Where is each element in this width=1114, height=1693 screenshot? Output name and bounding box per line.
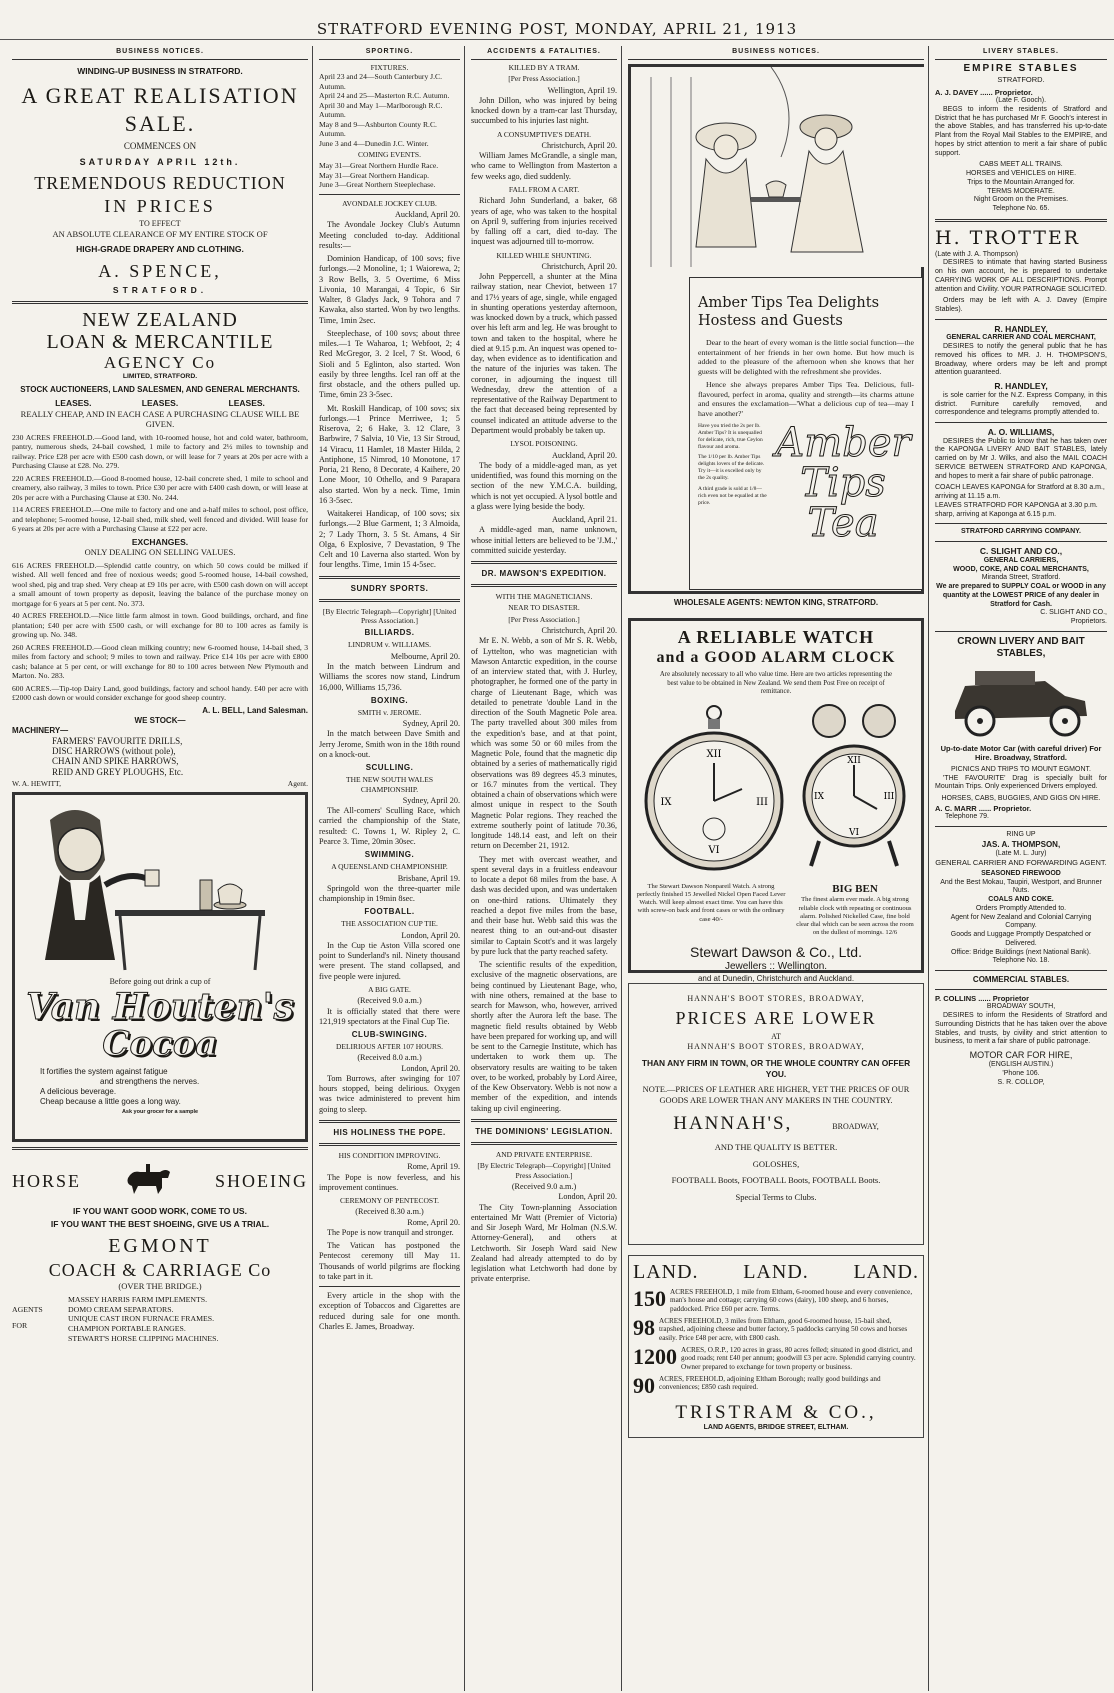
sale-date: SATURDAY APRIL 12th. (79, 156, 241, 167)
really-cheap-text: REALLY CHEAP, AND IN EACH CASE A PURCHASING CLAUSE WILL BE GIVEN. (20, 408, 300, 430)
agent-item: DOMO CREAM SEPARATORS. (68, 1304, 174, 1314)
machinery-heading: MACHINERY— (12, 725, 69, 735)
legislation-heading: THE DOMINIONS' LEGISLATION. (475, 1126, 613, 1136)
article-paragraph: Steeplechase, of 100 sovs; about three miles.—1 Te Waharoa, 1; Webfoot, 2; 4 Red McGregor, 3. 2 Icel, 7 St. Wood, 6 Sioli and 5 Eglinton, also started. Won easily by three lengths. Icel ran off at the first obstacle, and the others pulled up. Time, 6min 23 3-5sec. (319, 328, 460, 400)
football-heading: FOOTBALL. (364, 907, 415, 917)
magnetic-heading: WITH THE MAGNETICIANS. (495, 592, 593, 601)
machinery-item: REID AND GREY PLOUGHS, Etc. (52, 766, 184, 777)
tram-heading: KILLED BY A TRAM. (508, 62, 580, 72)
svg-text:IX: IX (813, 791, 824, 802)
land-heading (633, 1260, 919, 1285)
van-houten-ad (12, 792, 308, 1142)
nzlm-limited: LIMITED, STRATFORD. (122, 373, 198, 381)
hannahs-ad (628, 983, 924, 1245)
listing-item: 260 ACRES FREEHOLD.—Good clean milking country; new 6-roomed house, 14-bail shed, 3 miles from factory and school; 9 miles to town and railway. Price £14 10s per acre with £800 cash; balance at 5 per cent, or will exchange for 80 to 100 acres between New Plymouth and Marton. No. 283. (12, 642, 308, 681)
goloshes-text: GOLOSHES, (752, 1158, 800, 1169)
column-sporting (315, 46, 465, 1691)
land-listing (633, 1372, 919, 1398)
big-gate-heading: A BIG GATE. (368, 984, 411, 994)
amber-tips-ad (628, 64, 924, 594)
leather-note: NOTE.—PRICES OF LEATHER ARE HIGHER, YET THE PRICES OF OUR GOODS ARE LOWER THAN ANY MAKERS IN THE COUNTRY. (642, 1085, 910, 1105)
consumptive-heading: A CONSUMPTIVE'S DEATH. (496, 129, 592, 139)
tristram-heading: TRISTRAM & CO., (675, 1401, 877, 1423)
article-paragraph: In the match between Lindrum and Williams the scores now stand, Lindrum 16,000, Williams 15,736. (319, 662, 460, 692)
billiards-heading: BILLIARDS. (364, 628, 415, 638)
night-text: Night Groom on the Premises. (973, 196, 1069, 204)
trotter-text: DESIRES to intimate that having started Business on his own account, he is prepared to undertake CARRYING WORK OF ALL DESCRIPTIONS. Prompt attention and Civility. YOUR PATRONAGE SOLICITED. (935, 259, 1107, 293)
land-description: ACRES FREEHOLD, 3 miles from Eltham, good 6-roomed house, 15-bail shed, trapshed, adjoining cheese and butter factory, 5 paddocks carrying 50 cows and horses easily. Price £48 per acre, with £800 cash. (659, 1316, 908, 1342)
handley-text-2: is sole carrier for the N.Z. Express Company, in this district. Furniture carefully removed, and correspondence and telegrams promptly attended to. (935, 391, 1107, 417)
horse-word: HORSE (12, 1171, 82, 1192)
watch-text: The Stewart Dawson Nonpareil Watch. A strong perfectly finished 15 Jewelled Nickel Open Faced Lever Watch. Will keep almost exact time. You can have this with screw-on back and front cases or with the ordinary case 40/- (636, 882, 786, 923)
only-dealing-text: ONLY DEALING ON SELLING VALUES. (84, 547, 236, 558)
telephone-text: Telephone No. 65. (992, 205, 1050, 212)
land-description: ACRES, O.R.P., 120 acres in grass, 80 acres felled; situated in good district, and good roads; rent £40 per annum; goodwill £3 per acre. Splendid carrying country. Owner prepared to exchange for town property or business. (681, 1345, 916, 1371)
davey-proprietor: A. J. DAVEY ...... Proprietor. (935, 87, 1033, 97)
leases-heading: LEASES. LEASES. LEASES. (55, 397, 265, 408)
nzlm-line-3: AGENCY Co (103, 353, 217, 373)
dateline: London, April 20. (401, 930, 460, 940)
svg-text:III: III (755, 796, 768, 808)
watch-heading-1: A RELIABLE WATCH (677, 626, 875, 647)
supply-text: We are prepared to SUPPLY COAL or WOOD in any quantity at the LOWEST PRICE of any dealer in Stratford for Cash. (936, 583, 1106, 608)
winding-up-heading: WINDING-UP BUSINESS IN STRATFORD. (77, 65, 243, 76)
tremendous-heading: TREMENDOUS REDUCTION (34, 172, 286, 193)
vh-before-text: Before going out drink a cup of (109, 977, 211, 987)
article-paragraph: The scientific results of the expedition, exclusive of the magnetic observations, are being continued by Lieutenant Bage, who, with nine others, remained at the base to search for Mawson, who, however, arrived shortly after the Aurora left the base. The magnetic field results obtained by Webb have been prepared for working up, and will be sent to the Carnegie Institute, which has undertaken to work them up. The observatory results are waiting to be taken over, to be worked, probably by Lord Airee, of the Kew Observatory. Webb is not now a member of the expedition, and intends taking up civil engineering. (471, 960, 617, 1113)
spence-name: A. SPENCE, (98, 260, 222, 281)
svg-text:XII: XII (705, 748, 722, 760)
article-paragraph: William James McGrandle, a single man, who came to Wellington from Masterton a few weeks ago, died suddenly. (471, 151, 617, 181)
coals-text: COALS AND COKE. (988, 896, 1054, 903)
machinery-item: CHAIN AND SPIKE HARROWS, (52, 756, 179, 767)
land-acres: 1200 (633, 1343, 677, 1369)
telephone-text: Telephone 79. (945, 813, 989, 821)
listing-item: 600 ACRES.—Tip-top Dairy Land, good buildings, factory and school handy. £40 per acre with £2000 cash down or would consider exchange for good sheep country. (12, 683, 308, 703)
shoeing-word: SHOEING (214, 1171, 308, 1192)
article-paragraph: Richard John Sunderland, a baker, 68 years of age, who was taken to the hospital on April 9, suffering from injuries received by falling off a cart, died to-day. The inquest was adjourned till to-morrow. (471, 196, 617, 247)
dateline: Auckland, April 21. (551, 515, 617, 524)
telephone-text: Telephone No. 18. (992, 957, 1050, 965)
article-paragraph: In the Cup tie Aston Villa scored one point to Sunderland's nil. Ninety thousand were present. The stand collapsed, and five people were injured. (319, 940, 460, 981)
exchanges-heading: EXCHANGES. (131, 536, 189, 547)
amber-tips-panel (689, 277, 923, 590)
telegraph-credit: [By Electric Telegraph—Copyright] [United Press Association.] (477, 1161, 611, 1180)
slight-heading: C. SLIGHT AND CO., (979, 546, 1063, 557)
wholesale-agents: WHOLESALE AGENTS: NEWTON KING, STRATFORD. (673, 597, 879, 607)
realisation-heading: A GREAT REALISATION SALE. (21, 83, 299, 136)
orders-text: Orders may be left with A. J. Davey (Empire Stables). (935, 297, 1107, 313)
coach-leaves-1: COACH LEAVES KAPONGA for Stratford at 8.30 a.m., arriving at 11.15 a.m. (935, 484, 1105, 501)
land-acres: 98 (633, 1314, 655, 1340)
collins-signature: S. R. COLLOP, (997, 1078, 1045, 1086)
boxing-heading: BOXING. (370, 695, 409, 705)
article-paragraph: A middle-aged man, name unknown, whose initial letters are believed to be 'J.M.,' committed suicide yesterday. (471, 525, 617, 555)
empire-town: STRATFORD. (997, 75, 1045, 85)
received-note: (Received 8.0 a.m.) (357, 1053, 422, 1063)
commercial-heading: COMMERCIAL STABLES. (972, 975, 1070, 984)
best-shoeing-text: IF YOU WANT THE BEST SHOEING, GIVE US A TRIAL. (50, 1219, 270, 1230)
mawson-heading: DR. MAWSON'S EXPEDITION. (481, 569, 607, 578)
office-text: Office: Bridge Buildings (next National Bank). (951, 948, 1091, 956)
big-ben-heading: BIG BEN (832, 882, 878, 895)
horse-shoeing-heading (12, 1164, 308, 1198)
article-paragraph: It is officially stated that there were 121,919 spectators at the Final Cup Tie. (319, 1006, 460, 1026)
prices-lower: PRICES ARE LOWER (675, 1007, 877, 1028)
machinery-item: FARMERS' FAVOURITE DRILLS, (52, 735, 183, 746)
dateline: Christchurch, April 20. (541, 140, 617, 150)
svg-text:XII: XII (846, 755, 861, 766)
amber-small-1: Have you tried the 2s per lb. Amber Tips? It is unequalled for delicate, rich, true Ceylon flavour and aroma. (698, 422, 763, 450)
than-any: THAN ANY FIRM IN TOWN, OR THE WHOLE COUNTRY CAN OFFER YOU. (641, 1058, 911, 1079)
fall-cart-heading: FALL FROM A CART. (508, 184, 580, 194)
alarm-clock-icon (799, 701, 909, 871)
dateline: London, April 20. (558, 1192, 617, 1202)
collins-proprietor: P. COLLINS ...... Proprietor (935, 994, 1030, 1003)
miranda-text: Miranda Street, Stratford. (981, 574, 1061, 582)
hewitt-agent: Agent. (287, 779, 308, 789)
commences-text: COMMENCES ON (123, 141, 197, 152)
agents-label (12, 1295, 60, 1344)
empire-heading: EMPIRE STABLES (963, 62, 1079, 74)
sundry-heading: SUNDRY SPORTS. (350, 583, 429, 593)
land-word: LAND. (853, 1260, 919, 1283)
vh-brand-2: Cocoa (102, 1024, 218, 1065)
vh-cheap: Cheap because a little goes a long way. (40, 1096, 181, 1106)
dateline: Christchurch, April 20. (541, 261, 617, 271)
received-note: (Received 8.30 a.m.) (355, 1207, 424, 1217)
dateline: Wellington, April 19. (547, 85, 617, 95)
stewart-dawson: Stewart Dawson & Co., Ltd. (690, 943, 862, 960)
slight-signature: C. SLIGHT AND CO., (1040, 609, 1107, 617)
shunting-heading: KILLED WHILE SHUNTING. (496, 250, 592, 260)
agents-word: AGENTS (12, 1304, 43, 1314)
vh-brand-1: Van Houten's (26, 986, 294, 1029)
amber-title-1: Amber Tips Tea Delights (698, 294, 880, 311)
article-paragraph: The body of a middle-aged man, as yet unidentified, was found this morning on the section of the new Y.M.C.A. building, which is not yet occupied. A lysol bottle and a glass were lying beside the body. (471, 460, 617, 511)
football-boots-text: FOOTBALL Boots, FOOTBALL Boots, FOOTBALL Boots. (671, 1175, 881, 1186)
fixture-item: April 23 and 24—South Canterbury J.C. Autumn. (319, 72, 442, 91)
coming-item: May 31—Great Northern Handicap. (319, 170, 430, 180)
agent-for-text: Agent for New Zealand and Colonial Carrying Company. (950, 913, 1092, 930)
hannah-mid: HANNAH'S BOOT STORES, BROADWAY, (687, 1042, 865, 1052)
trips-text: Trips to the Mountain Arranged for. (967, 178, 1075, 186)
dateline: London, April 20. (401, 1063, 460, 1073)
article-paragraph: Springold won the three-quarter mile championship in 19min 8sec. (319, 883, 460, 904)
goods-text: Goods and Luggage Promptly Despatched or Delivered. (950, 931, 1092, 947)
coach-carriage-heading: COACH & CARRIAGE Co (48, 1259, 272, 1280)
general-carrier-text: GENERAL CARRIER AND COAL MERCHANT, (946, 334, 1096, 342)
land-acres: 90 (633, 1372, 655, 1398)
amber-small-2: The 1/10 per lb. Amber Tips delights lovers of the delicate. Try it—it is excelled only by the 2s quality. (698, 454, 765, 481)
column-header: BUSINESS NOTICES. (628, 46, 924, 60)
coach-leaves-2: LEAVES STRATFORD FOR KAPONGA at 3.30 p.m. sharp, arriving at Kaponga at 6.15 p.m. (935, 501, 1098, 518)
avondale-heading: AVONDALE JOCKEY CLUB. (342, 198, 437, 208)
press-credit: [Per Press Association.] (508, 614, 580, 624)
machinery-item: DISC HARROWS (without pole), (52, 746, 176, 756)
machinery-list (12, 736, 308, 777)
article-paragraph: Tom Burrows, after swinging for 107 hours stopped, being delirious. Oxygen was twice administered to prevent him going to sleep. (319, 1073, 460, 1114)
article-paragraph: The City Town-planning Association entertained Mr Watt (Premier of Victoria) and Sir Joseph Ward, Mr Holman (N.S.W. Attorney-General), and others at Letchworth. Sir Joseph Ward said New Zealand had already attempted to do by legislation what Letchworth had done by private enterprise. (471, 1202, 617, 1284)
column-livery-stables (931, 46, 1111, 1691)
big-ben-text: The finest alarm ever made. A big strong reliable clock with repeating or continuous alarm. Polished Nickelled Case, fine bold clear dial which can be seen across the room on the dullest of mornings. 12/6 (796, 896, 914, 937)
amber-text-2: Hence she always prepares Amber Tips Tea. Delicious, full-flavoured, perfect in aroma, quality and strength—its charms attune and ensures the exclamation—'What a delicious cup of tea—may I have another?' (698, 379, 914, 419)
favourite-text: 'THE FAVOURITE' Drag is specially built for Mountain Trips. Only experienced Drivers employed. (935, 774, 1107, 791)
spence-town: STRATFORD. (112, 285, 208, 296)
article-paragraph: John Dillon, who was injured by being knocked down by a tram-car last Thursday, succumbed to his injuries last night. (471, 95, 617, 126)
watch-intro: Are absolutely necessary to all who value time. Here are two articles representing the best value to be obtained in New Zealand. We send them Post Free on receipt of remittance. (659, 671, 893, 696)
dateline: Christchurch, April 20. (541, 626, 617, 636)
vh-ask: Ask your grocer for a sample (121, 1108, 199, 1115)
article-paragraph: John Peppercell, a shunter at the Mina railway station, near Cheviot, between 17 and 17½ years of age, single, while engaged in shunting operations yesterday afternoon, was knocked down by a truck, which passed over his left arm and leg. He was brought to town and taken to the hospital, where he died at 9.15 p.m. An inquest was opened to-day, when evidence as to identification and the nature of the injuries was taken. The coroner, in adjourning the inquest till Wednesday, drew the attention of a representative of the Railway Department to the fact that deceased being represented by counsel indicated an attitude adverse to the Department would probably be taken up. (471, 272, 617, 435)
amber-tips-illustration (631, 67, 928, 267)
pocket-watch-icon (644, 701, 784, 881)
listing-item: 616 ACRES FREEHOLD.—Splendid cattle country, on which 50 cows could be milked if wished. All well fenced and free of noxious weeds; good 5-roomed house, 14-bail cowshed, wool shed, pig and trap shed. Very cheap at £9 10s per acre, with £500 cash down on will accept a small amount of town property as deposit, leaving the balance of the purchase money on mortgage for 6 years at 5 per cent. No. 373. (12, 560, 308, 608)
pope-heading: HIS HOLINESS THE POPE. (333, 1127, 446, 1137)
article-paragraph: Mt. Roskill Handicap, of 100 sovs; six furlongs.—1 Prince Merriwee, 1; 5 Riserova, 2; 6 Hake, 3. 12 Clare, 3 Barbwire, 7 Salvia, 10 Vie, 13 Sir Stroud, 14 Viracu, 11 Hamlet, 18 Master Hilda, 2 Antiphone, 15 Nimrod, 10 Monotone, 17 Poria, 21 Reno, 8 Decorate, 4 Kaihere, 20 Lone Moor, 10 Othello, and 9 Parapara also started. Won by a neck. Time, 1min 16 3-5sec. (319, 403, 460, 505)
land-ad (628, 1255, 924, 1438)
sculling-heading: SCULLING. (365, 763, 414, 773)
quality-text: AND THE QUALITY IS BETTER. (714, 1142, 838, 1152)
agent-item: CHAMPION PORTABLE RANGES. (68, 1323, 186, 1333)
thompson-heading: JAS. A. THOMPSON, (981, 839, 1061, 849)
received-note: (Received 9.0 a.m.) (511, 1182, 577, 1191)
late-jury: (Late M. L. Jury) (995, 849, 1047, 857)
wood-coal-text: WOOD, COKE, AND COAL MERCHANTS, (953, 565, 1089, 573)
van-houten-illustration (20, 800, 305, 975)
listing-item: 220 ACRES FREEHOLD.—Good 8-roomed house, 12-bail concrete shed, 1 mile to school and creamery, also railway, 3 miles to town. Price £30 per acre with £400 cash down, or will lease at 20s per acre with a Purchasing Clause at £30. No. 244. (12, 473, 308, 502)
nzlm-line-1: NEW ZEALAND (82, 309, 238, 332)
motor-car-text: Up-to-date Motor Car (with careful driver) For Hire. Broadway, Stratford. (940, 744, 1102, 763)
fixture-item: June 3 and 4—Dunedin J.C. Winter. (319, 138, 429, 148)
column-header: BUSINESS NOTICES. (12, 46, 308, 60)
mokau-text: And the Best Mokau, Taupiri, Westport, and Brunner Nuts. (940, 878, 1102, 895)
land-listing (633, 1314, 919, 1343)
swimming-heading: SWIMMING. (364, 850, 415, 860)
watch-ad (628, 618, 924, 983)
column-header: SPORTING. (319, 46, 460, 60)
in-prices-heading: IN PRICES (104, 196, 216, 217)
coming-item: May 31—Great Northern Hurdle Race. (319, 161, 439, 171)
fixtures-heading: FIXTURES. (370, 62, 409, 72)
gen-carrier-text: GENERAL CARRIER AND FORWARDING AGENT. (935, 858, 1107, 868)
dateline: Sydney, April 20. (402, 795, 460, 805)
english-austin: (ENGLISH AUSTIN.) (988, 1061, 1054, 1069)
article-paragraph: The Pope is now tranquil and stronger. (327, 1227, 454, 1237)
listing-item: 40 ACRES FREEHOLD.—Nice little farm almost in town. Good buildings, orchard, and fine plantation; £40 per acre with £500 cash, or will exchange for 80 to 100 acres as family is growing up. No. 348. (12, 611, 308, 640)
orders-attended-text: Orders Promptly Attended to. (975, 904, 1067, 912)
hannahs-name: HANNAH'S, (673, 1113, 793, 1135)
marr-proprietor: A. C. MARR ...... Proprietor. (935, 803, 1032, 813)
listing-item: 230 ACRES FREEHOLD.—Good land, with 10-roomed house, hot and cold water, bathroom, pantry, numerous sheds, 24-bail cowshed, 1 mile to factory and 2½ miles to township and railway. Price £28 per acre with £500 cash down, or will lease for 7 years at 20s per acre with a Purchasing Clause at £28. No. 279. (12, 432, 308, 471)
improving-heading: HIS CONDITION IMPROVING. (338, 1150, 441, 1160)
article-paragraph: The Pope is now feverless, and his improvement continues. (319, 1172, 460, 1192)
at-word: AT (771, 1032, 781, 1042)
good-work-text: IF YOU WANT GOOD WORK, COME TO US. (73, 1206, 247, 1217)
article-paragraph: They met with overcast weather, and spent several days in a fruitless endeavour to locate a depot 68 miles from the base. A dash was decided upon, and was undertaken on one-third rations. Ultimately they reached a depot five miles from the base, and their base hut. Webb said this was the nearest thing to an out-and-out disaster similar to Captain Scott's and it was largely by pure luck that the party reached safety. (471, 854, 617, 956)
handley-text: DESIRES to notify the general public that he has removed his offices to MR. J. H. THOMPSON'S, Broadway, where orders may be left and prompt attention guaranteed. (935, 343, 1107, 377)
land-listing (633, 1343, 919, 1372)
agent-item: UNIQUE CAST IRON FURNACE FRAMES. (68, 1314, 215, 1324)
agent-item: MASSEY HARRIS FARM IMPLEMENTS. (68, 1294, 208, 1304)
hannah-top: HANNAH'S BOOT STORES, BROADWAY, (687, 993, 865, 1003)
carrying-co-heading: STRATFORD CARRYING COMPANY. (960, 528, 1082, 536)
dateline: Brisbane, April 19. (397, 873, 460, 883)
vh-fortifies: It fortifies the system against fatigue (40, 1066, 168, 1076)
column-header: LIVERY STABLES. (935, 46, 1107, 60)
terms-text: TERMS MODERATE. (987, 187, 1055, 195)
received-note: (Received 9.0 a.m.) (357, 996, 422, 1006)
masthead: STRATFORD EVENING POST, MONDAY, APRIL 21, 1913 (0, 0, 1114, 40)
coming-events-heading: COMING EVENTS. (358, 150, 421, 159)
amber-text-1: Dear to the heart of every woman is the little social function—the entertainment of her friends in her own home. But how much is added to the pleasure of the afternoon when she knows that her guests will be delighted with the refreshment she provides. (698, 338, 914, 377)
delirious-heading: DELIRIOUS AFTER 107 HOURS. (335, 1042, 444, 1052)
smith-heading: SMITH v. JEROME. (357, 707, 422, 717)
high-grade-text: HIGH-GRADE DRAPERY AND CLOTHING. (76, 244, 244, 255)
land-word: LAND. (633, 1260, 699, 1283)
crown-heading: CROWN LIVERY AND BAIT STABLES, (957, 635, 1085, 660)
fixture-item: April 30 and May 1—Marlborough R.C. Autumn. (319, 100, 443, 120)
article-paragraph: In the match between Dave Smith and Jerry Jerome, Smith won in the 18th round on a knock-out. (319, 729, 460, 759)
column-business-notices-1 (8, 46, 313, 1691)
svg-text:VI: VI (848, 827, 859, 838)
hannahs-broadway: BROADWAY, (832, 1122, 879, 1132)
land-word: LAND. (743, 1260, 809, 1283)
svg-text:III: III (883, 791, 894, 802)
egmont-heading: EGMONT (108, 1234, 212, 1257)
special-terms-text: Special Terms to Clubs. (735, 1191, 817, 1202)
article-paragraph: Every article in the shop with the exception of Tobaccos and Cigarettes are reduced during sale for one month. Charles E. James, Broadway. (319, 1291, 460, 1331)
telegraph-credit: [By Electric Telegraph—Copyright] [United Press Association.] (322, 606, 457, 626)
nzlm-line-2: LOAN & MERCANTILE (46, 331, 274, 354)
over-bridge-text: (OVER THE BRIDGE.) (118, 1281, 202, 1292)
for-word: FOR (12, 1320, 28, 1330)
ring-up-text: RING UP (1006, 830, 1036, 838)
handley-heading: R. HANDLEY, (994, 323, 1048, 334)
land-description: ACRES FREEHOLD, 1 mile from Eltham, 6-roomed house and every convenience, man's house and cottage; carrying 60 cows (dairy), 100 sheep, and 6 horses, paddocked. Price £60 per acre. Terms. (670, 1287, 913, 1314)
collins-text: DESIRES to inform the Residents of Stratford and Surrounding Districts that he has taken over the above Stables, and trusts, by civility and strict attention to business, to merit a fair share of public patronage. (935, 1012, 1107, 1046)
dateline: Melbourne, April 20. (390, 651, 460, 661)
amber-small-3: A third grade is sold at 1/8—rich even not be equalled at the price. (698, 485, 767, 506)
davey-text: BEGS to inform the residents of Stratford and District that he has purchased Mr F. Gooch's interest in the above Stables, and has transferred his up-to-date Plant from the Royal Mail Stables to the EMPIRE, and hopes by strict attention to merit a fair share of public support. (935, 105, 1107, 157)
column-business-notices-2 (624, 46, 929, 1691)
press-credit: [Per Press Association.] (508, 74, 580, 84)
picnics-text: PICNICS AND TRIPS TO MOUNT EGMONT. (951, 765, 1091, 773)
amber-title-2: Hostess and Guests (698, 312, 843, 329)
private-heading: AND PRIVATE ENTERPRISE. (495, 1149, 593, 1159)
nsw-heading: THE NEW SOUTH WALES CHAMPIONSHIP. (345, 775, 433, 794)
cabs-text: CABS MEET ALL TRAINS. (979, 161, 1063, 169)
article-paragraph: Mr E. N. Webb, a son of Mr S. R. Webb, of Lyttelton, who was magnetician with Mawson Antarctic expedition, in the course of an interview stated that, with J. Hurley, photographer, he formed one of the party in charge of Lieutenant Bage, which was detailed to penetrate 'double Land in the direction of the South Magnetic Pole area. The party travelled about 300 miles from the expedition's base, and at that point, which was some 50 or 60 miles from the Magnetic Pole, found that the magnetic dip obtained by a series of mathematically rigid observations was 89 degrees 45.3 minutes, or 16.7 minutes from the vertical. They obtained a chain of observations which were almost unique in respect to the South Magnetic Polar regions. They reached the extreme southerly point of latitude 70.36, longitude 148.14 east, and left on their return on December 21, 1912. (471, 636, 617, 851)
late-thompson: (Late with J. A. Thompson) (935, 250, 1019, 258)
land-acres: 150 (633, 1285, 666, 1311)
fixture-item: May 8 and 9—Ashburton County R.C. Autumn. (319, 119, 437, 139)
article-paragraph: The Avondale Jockey Club's Autumn Meeting concluded to-day. Additional results:— (319, 220, 460, 250)
lindrum-heading: LINDRUM v. WILLIAMS. (347, 640, 432, 650)
assoc-heading: THE ASSOCIATION CUP TIE. (341, 919, 438, 929)
near-disaster-heading: NEAR TO DISASTER. (508, 603, 580, 613)
stock-auctioneers: STOCK AUCTIONEERS, LAND SALESMEN, AND GENERAL MERCHANTS. (20, 384, 300, 394)
amber-logo-1: Amber (775, 419, 911, 466)
dateline: Sydney, April 20. (402, 719, 460, 729)
horses-cabs-text: HORSES, CABS, BUGGIES, AND GIGS ON HIRE. (941, 795, 1101, 802)
williams-heading: A. O. WILLIAMS, (987, 427, 1055, 437)
fixture-item: April 24 and 25—Masterton R.C. Autumn. (319, 91, 450, 101)
listing-item: 114 ACRES FREEHOLD.—One mile to factory and one and a-half miles to school, post office, and telephone; 5-roomed house, 12-bail shed, milk shed, well fenced and divided. Will lease for 6 years at 20s per acre with a Purchasing Clause at £22 per acre. (12, 505, 308, 534)
handley-heading-2: R. HANDLEY, (994, 381, 1048, 392)
to-effect-text: TO EFFECT (139, 218, 181, 228)
vh-delicious: A delicious beverage. (40, 1086, 117, 1096)
club-swinging-heading: CLUB-SWINGING. (351, 1030, 428, 1040)
dunedin-text: and at Dunedin, Christchurch and Auckland. (697, 973, 855, 983)
dateline: Rome, April 20. (407, 1217, 460, 1227)
bell-signature: A. L. BELL, Land Salesman. (202, 705, 308, 715)
watch-heading-2: and a GOOD ALARM CLOCK (656, 649, 896, 667)
dateline: Auckland, April 20. (394, 210, 460, 220)
article-paragraph: The Vatican has postponed the Pentecost ceremony till May 11. Thousands of world pilgrims are flocking to take part in it. (319, 1241, 460, 1281)
agent-item: STEWART'S HORSE CLIPPING MACHINES. (68, 1333, 219, 1343)
williams-text: DESIRES the Public to know that he has taken over the KAPONGA LIVERY AND BAIT STABLES, lately carried on by Mr J. Wilks, and also the MAIL COACH SERVICE BETWEEN STRATFORD AND KAPONGA, and hopes to merit a fair share of public patronage. (935, 437, 1107, 480)
pentecost-heading: CEREMONY OF PENTECOST. (340, 1196, 439, 1206)
dateline: Rome, April 19. (407, 1162, 460, 1172)
svg-text:IX: IX (659, 796, 672, 808)
article-paragraph: The All-comers' Sculling Race, which carried the championship of the State, resulted: C. Towns 1, W. Ripley 2, C. Pearce 3. Time, 20min 30sec. (319, 806, 460, 846)
dateline: Auckland, April 20. (551, 450, 617, 460)
svg-text:VI: VI (707, 844, 720, 856)
phone-text: 'Phone 106. (1002, 1070, 1040, 1078)
seasoned-text: SEASONED FIREWOOD (981, 869, 1061, 877)
land-description: ACRES, FREEHOLD, adjoining Eltham Borough; really good buildings and conveniences; £850 cash required. (659, 1374, 881, 1392)
qld-heading: A QUEENSLAND CHAMPIONSHIP. (331, 862, 448, 872)
general-carriers-text: GENERAL CARRIERS, (983, 556, 1059, 564)
hewitt-name: W. A. HEWITT, (12, 779, 61, 789)
proprietors-text: Proprietors. (1070, 618, 1107, 625)
land-agents-text: LAND AGENTS, BRIDGE STREET, ELTHAM. (703, 1424, 849, 1432)
we-stock: WE STOCK— (134, 715, 186, 725)
column-accidents (467, 46, 622, 1691)
lysol-heading: LYSOL POISONING. (510, 439, 578, 449)
clearance-text: AN ABSOLUTE CLEARANCE OF MY ENTIRE STOCK OF (52, 228, 268, 239)
article-paragraph: Waitakerei Handicap, of 100 sovs; six furlongs.—2 Blue Garment, 1; 3 Almoida, 2; 7 Lady Thorn, 3. 5 St. Amans, 4 Sir Olga, 6 Explosive, 7 Devastation, 9 The Celt and 10 Laverna also started. Won by four lengths. Time, 1min 15 4-5sec. (319, 509, 460, 570)
article-paragraph: Dominion Handicap, of 100 sovs; five furlongs.—2 Monoline, 1; 1 Waiorewa, 2; 3 Row Bells, 3. 5 Overtime, 6 Miss Livonia, 10 Marangai, 4 Topic, 6 Sir Walter, 8 Gladys Jack, 9 Tohora and 7 Kawaka, also started. Won by two lengths. Time, 1min 2sec. (319, 254, 460, 325)
motor-hire-text: MOTOR CAR FOR HIRE, (969, 1050, 1073, 1061)
late-gooch: (Late F. Gooch). (995, 97, 1047, 104)
jewellers-text: Jewellers :: Wellington. (724, 961, 828, 973)
land-listing (633, 1285, 919, 1314)
motor-car-icon (935, 661, 1103, 741)
column-header: ACCIDENTS & FATALITIES. (471, 46, 617, 60)
vh-strengthens: and strengthens the nerves. (100, 1076, 200, 1086)
broadway-south: BROADWAY SOUTH, (986, 1003, 1056, 1011)
horse-icon (122, 1164, 174, 1198)
trotter-heading: H. TROTTER (935, 226, 1081, 249)
amber-logo-2: Tips Tea (800, 459, 886, 546)
horses-hire-text: HORSES and VEHICLES on HIRE. (965, 170, 1077, 177)
coming-item: June 3—Great Northern Steeplechase. (319, 180, 436, 190)
